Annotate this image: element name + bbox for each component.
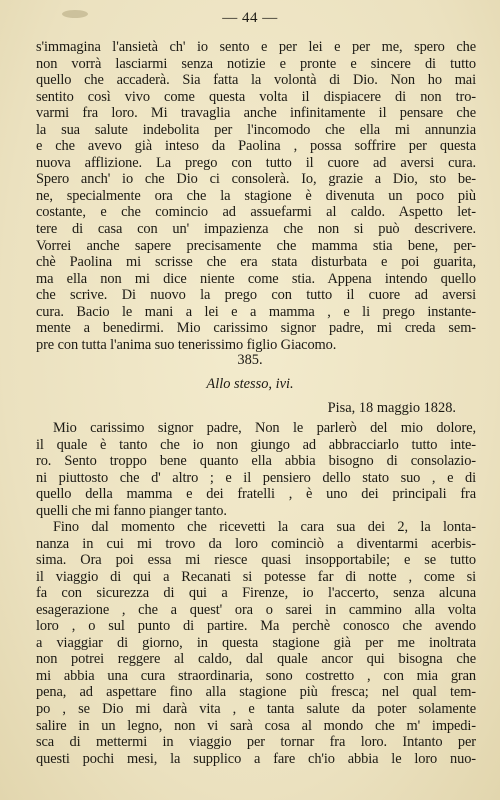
letter-number: 385. [237,352,263,368]
text-line: varmi fra loro. Mi travaglia anche infinitamente il pensare che [36,105,476,122]
text-line: loro , o sul punto di partire. Ma perchè conosco che avendo [36,618,476,635]
text-line: sentito così vivo come questa volta il dispiacere di non tro- [36,88,476,105]
text-line: Mio carissimo signor padre, Non le parlerò del mio dolore, [53,420,476,436]
text-line: non potrei reggere al caldo, dal quale ancor qui bisogna che [36,651,476,668]
text-line: questi pochi mesi, la supplico a fare ch'io abbia le loro nuo- [36,750,476,767]
text-line: pre con tutta l'anima suo tenerissimo figlio Giacomo. [36,336,337,353]
page-header [0,8,500,28]
letter-addressee: Allo stesso, ivi. [206,376,294,392]
text-line: Vorrei anche sapere precisamente che mamma stia bene, per- [36,237,476,254]
text-line: quello che accaderà. Sia fatta la volontà di Dio. Non ho mai [36,72,476,89]
paragraph [36,420,476,519]
text-line: tere di casa con un' impazienza che non si può descrivere. [36,221,476,238]
text-line: esagerazione , che a quest' ora o sarei in cammino alla volta [36,601,476,618]
text-line: quelli che mi fanno pianger tanto. [36,502,227,519]
paragraph-continued [36,39,476,353]
text-line: il quale è tanto che io non giungo ad abbracciarlo tutto inte- [36,436,476,453]
text-line: ma ella non mi dice niente come stia. Appena intendo quello [36,270,476,287]
letter-dateline: Pisa, 18 maggio 1828. [327,400,456,416]
text-line: costante, e che comincio ad assuefarmi al caldo. Aspetto let- [36,204,476,221]
text-line: Fino dal momento che ricevetti la cara sua dei 2, la lonta- [53,519,476,535]
text-line: la sua salute indebolita per l'incomodo che ella mi annunzia [36,121,476,138]
text-line: il viaggio di qui a Recanati si potesse far di notte , come si [36,568,476,585]
text-line: Spero anch' io che Dio ci consolerà. Io, grazie a Dio, sto be- [36,171,476,188]
text-line: sca di mettermi in viaggio per tornar fra loro. Intanto per [36,734,476,751]
text-line: mente a benedirmi. Mio carissimo signor padre, mi creda sem- [36,320,476,337]
text-line: cura. Bacio le mani a lei e a mamma , e li prego instante- [36,303,476,320]
text-line: e che avevo già inteso da Paolina , possa soffrire per questa [36,138,476,155]
text-line: nanza in cui mi trovo da loro cominciò a diventarmi acerbis- [36,535,476,552]
text-line: fa con sicurezza di qui a Firenze, io l'accerto, senza alcuna [36,585,476,602]
text-line: ni piuttosto che d' altro ; e il pensiero dello stato suo , e di [36,469,476,486]
text-line: ro. Sento troppo bene quanto ella abbia bisogno di consolazio- [36,453,476,470]
text-line: pena, ad aspettare fino alla stagione più fresca; nel qual tem- [36,684,476,701]
text-line: mi abbia una cura straordinaria, sono costretto , con mia gran [36,667,476,684]
page-number: — 44 — [222,10,278,26]
text-line: quello della mamma e dei fratelli , è uno dei principali fra [36,486,476,503]
text-line: po , se Dio mi darà vita , e tanta salute da poter solamente [36,701,476,718]
text-line: a viaggiar di giorno, in questa stagione già per me inoltrata [36,634,476,651]
ink-stain [62,10,88,18]
text-line: sima. Ora poi essa mi riesce quasi insopportabile; e se tutto [36,552,476,569]
text-line: salire in un legno, non vi sarà cosa al mondo che m' impedi- [36,717,476,734]
paragraph [36,519,476,767]
text-line: non vorrà lasciarmi senza notizie e pronte e sincere di tutto [36,55,476,72]
text-line: chè Paolina mi scrisse che era stata disturbata e poi guarita, [36,254,476,271]
text-line: s'immagina l'ansietà ch' io sento e per lei e per me, spero che [36,39,476,55]
text-line: che scrive. Di nuovo la prego con tutto il cuore ad aversi [36,287,476,304]
text-line: nuova afflizione. La prego con tutto il cuore ad aversi cura. [36,154,476,171]
text-line: ne, specialmente ora che la stagione è divenuta un poco più [36,187,476,204]
